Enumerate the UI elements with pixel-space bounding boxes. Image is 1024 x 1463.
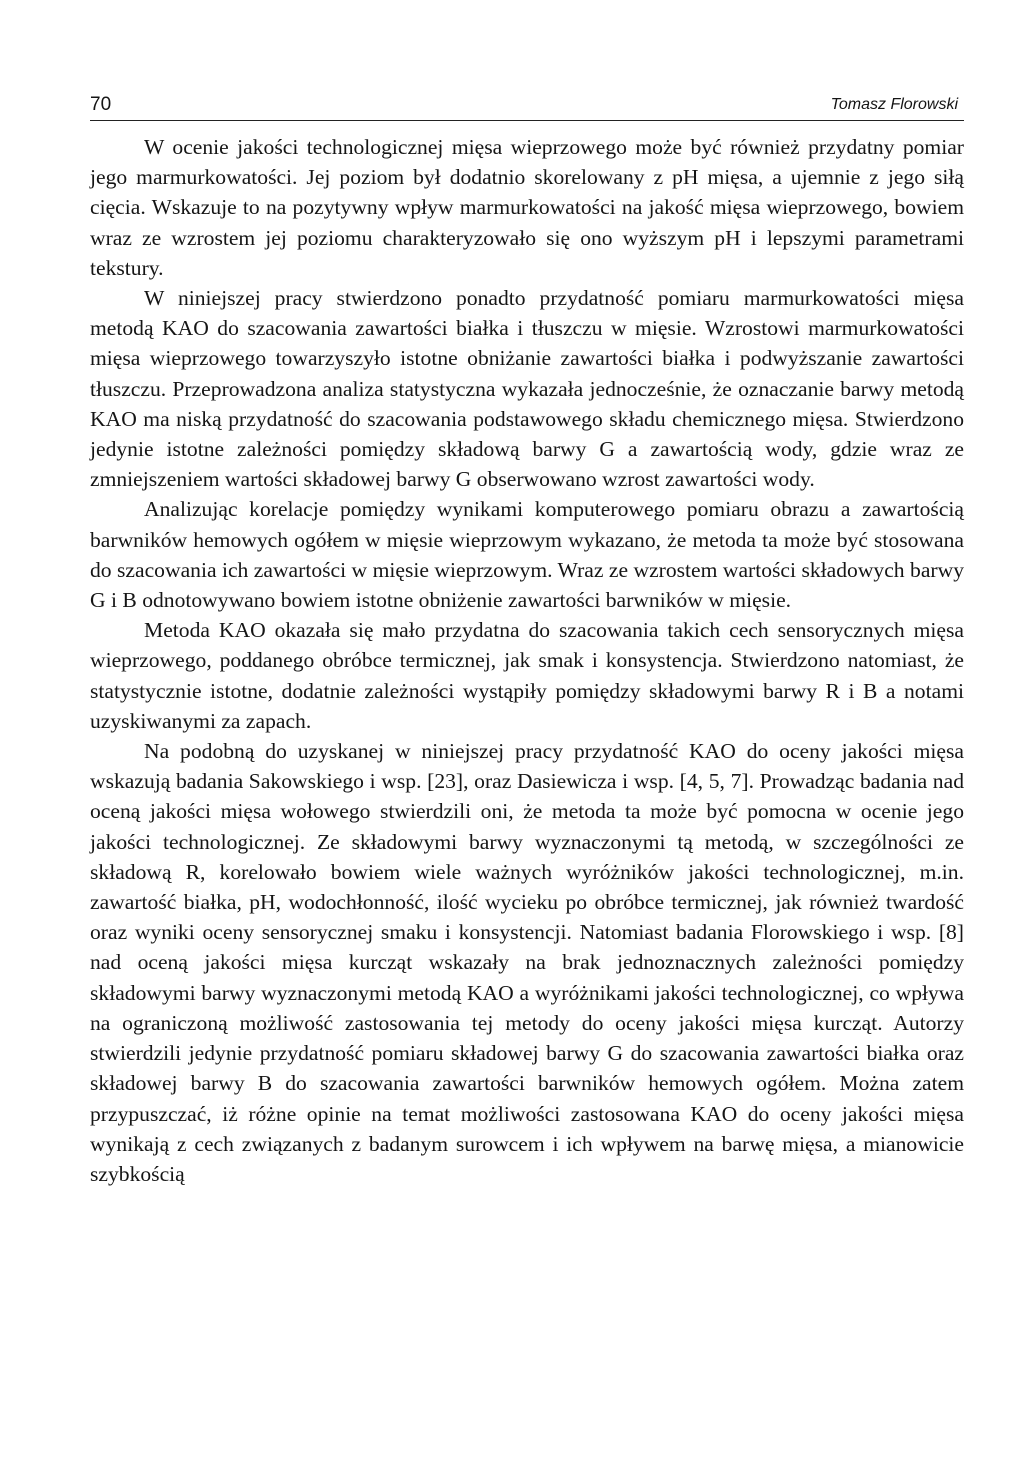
paragraph: W ocenie jakości technologicznej mięsa wieprzowego może być również przydatny pomiar jego marmurkowatości. Jej poziom był dodatnio skorelowany z pH mięsa, a ujemnie z jego siłą cięcia. Wskazuje to na pozytywny wpływ marmurkowatości na jakość mięsa wieprzowego, bowiem wraz ze wzrostem jej poziomu charakteryzowało się ono wyższym pH i lepszymi parametrami tekstury. — [90, 135, 964, 280]
document-page — [90, 86, 964, 1189]
body-text — [90, 132, 964, 1189]
paragraph: Analizując korelacje pomiędzy wynikami komputerowego pomiaru obrazu a zawartością barwników hemowych ogółem w mięsie wieprzowym wykazano, że metoda ta może być stosowana do szacowania ich zawartości w mięsie wieprzowym. Wraz ze wzrostem wartości składowych barwy G i B odnotowywano bowiem istotne obniżenie zawartości barwników w mięsie. — [90, 497, 964, 613]
page-header — [90, 86, 964, 121]
paragraph: W niniejszej pracy stwierdzono ponadto przydatność pomiaru marmurkowatości mięsa metodą KAO do szacowania zawartości białka i tłuszczu w mięsie. Wzrostowi marmurkowatości mięsa wieprzowego towarzyszyło istotne obniżanie zawartości białka i podwyższanie zawartości tłuszczu. Przeprowadzona analiza statystyczna wykazała jednocześnie, że oznaczanie barwy metodą KAO ma niską przydatność do szacowania podstawowego składu chemicznego mięsa. Stwierdzono jedynie istotne zależności pomiędzy składową barwy G a zawartością wody, gdzie wraz ze zmniejszeniem wartości składowej barwy G obserwowano wzrost zawartości wody. — [90, 286, 964, 492]
paragraph: Metoda KAO okazała się mało przydatna do szacowania takich cech sensorycznych mięsa wieprzowego, poddanego obróbce termicznej, jak smak i konsystencja. Stwierdzono natomiast, że statystycznie istotne, dodatnie zależności wystąpiły pomiędzy składowymi barwy R i B a notami uzyskiwanymi za zapach. — [90, 618, 964, 733]
page-number: 70 — [90, 94, 112, 115]
paragraph: Na podobną do uzyskanej w niniejszej pracy przydatność KAO do oceny jakości mięsa wskazują badania Sakowskiego i wsp. [23], oraz Dasiewicza i wsp. [4, 5, 7]. Prowadząc badania nad oceną jakości mięsa wołowego stwierdzili oni, że metoda ta może być pomocna w ocenie jego jakości technologicznej. Ze składowymi barwy wyznaczonymi tą metodą, w szczególności ze składową R, korelowało bowiem wiele ważnych wyróżników jakości technologicznej, m.in. zawartość białka, pH, wodochłonność, ilość wycieku po obróbce termicznej, jak również twardość oraz wyniki oceny sensorycznej smaku i konsystencji. Natomiast badania Florowskiego i wsp. [8] nad oceną jakości mięsa kurcząt wskazały na brak jednoznacznych zależności pomiędzy składowymi barwy wyznaczonymi metodą KAO a wyróżnikami jakości technologicznej, co wpływa na ograniczoną możliwość zastosowania tej metody do oceny jakości mięsa kurcząt. Autorzy stwierdzili jedynie przydatność pomiaru składowej barwy G do szacowania zawartości białka oraz składowej barwy B do szacowania zawartości barwników hemowych ogółem. Można zatem przypuszczać, iż różne opinie na temat możliwości zastosowana KAO do oceny jakości mięsa wynikają z cech związanych z badanym surowcem i ich wpływem na barwę mięsa, a mianowicie szybkością — [90, 739, 964, 1186]
running-head-author: Tomasz Florowski — [830, 96, 958, 113]
